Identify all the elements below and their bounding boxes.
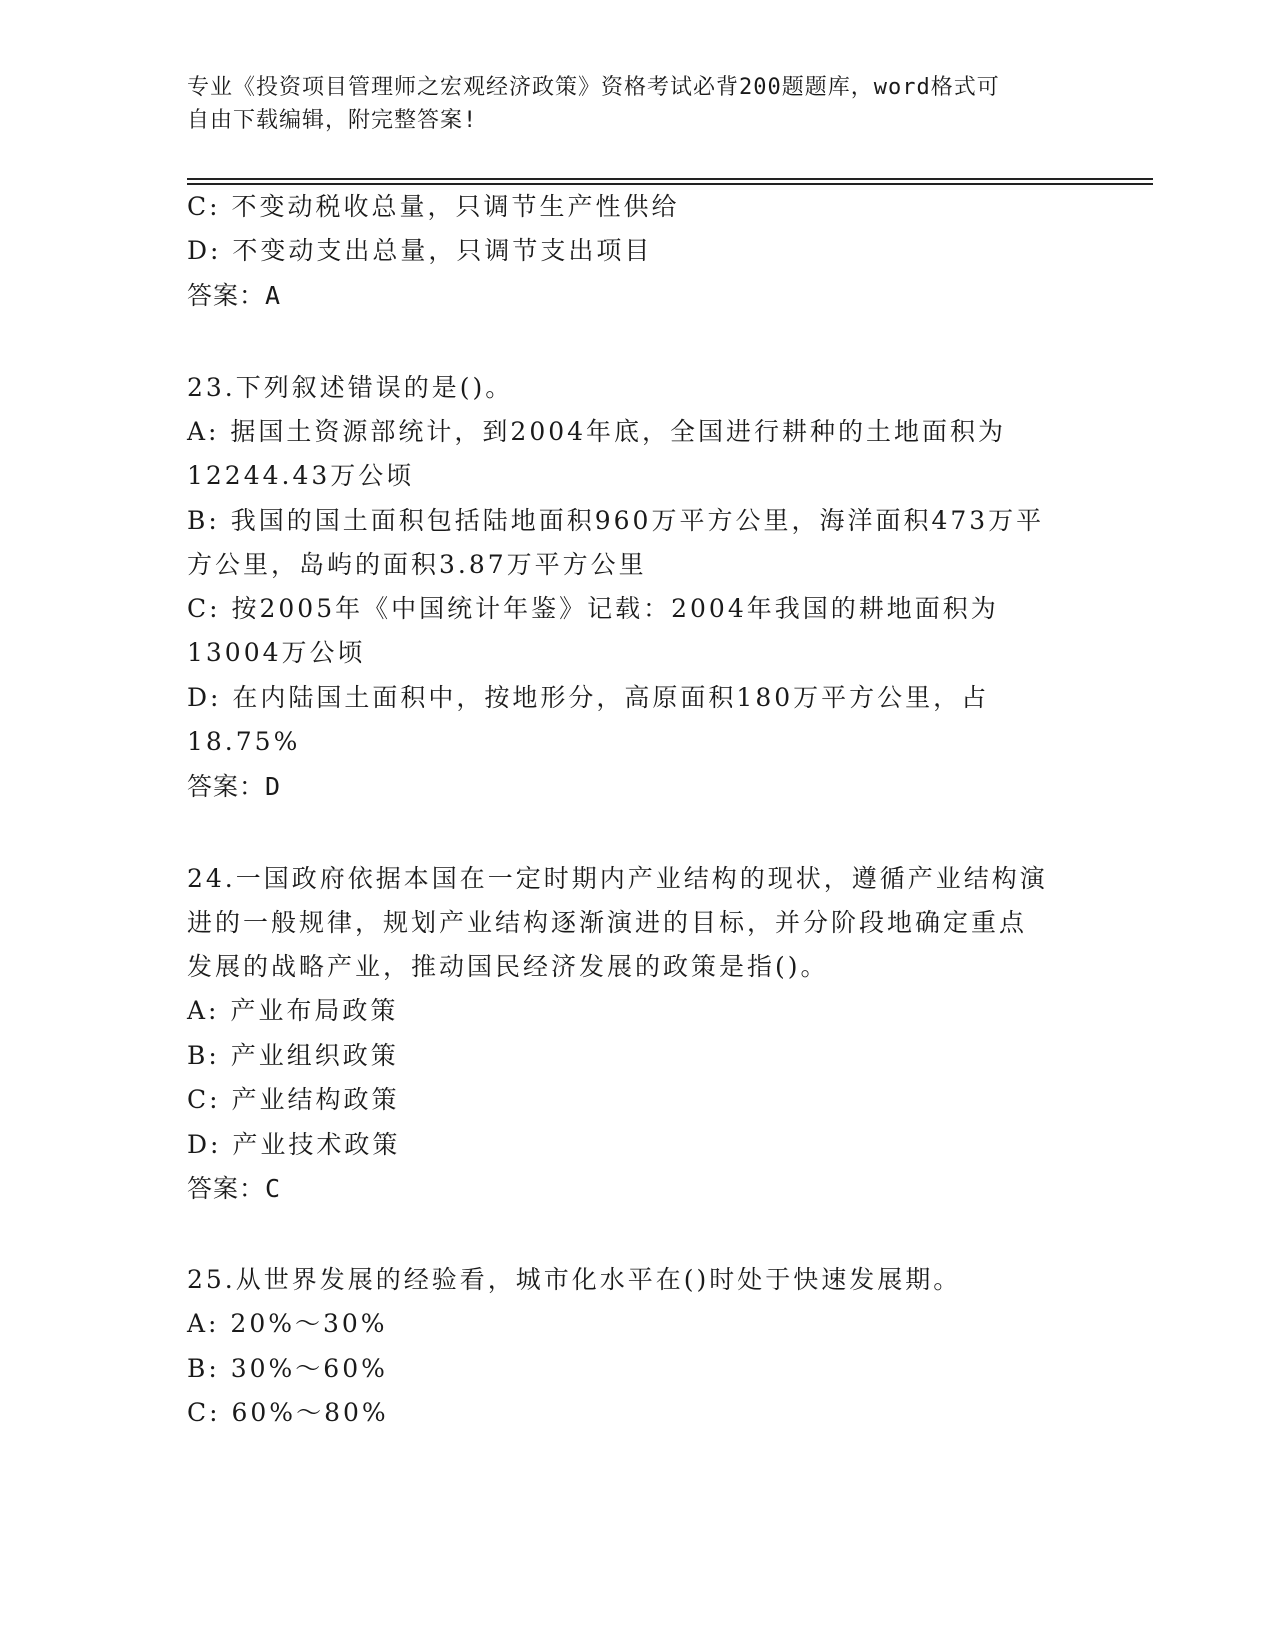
option-c: C: 不变动税收总量，只调节生产性供给 [187,192,680,221]
question-25-option-b: B: 30%～60% [187,1354,388,1383]
option-d: D: 不变动支出总量，只调节支出项目 [187,236,653,265]
question-23-answer: 答案：D [187,772,282,801]
answer: 答案：A [187,281,282,310]
question-25-option-a: A: 20%～30% [187,1309,388,1338]
header-line-2: 自由下载编辑，附完整答案! [187,108,478,133]
question-23-option-b-cont: 方公里，岛屿的面积3.87万平方公里 [187,550,647,579]
question-24-stem: 24.一国政府依据本国在一定时期内产业结构的现状，遵循产业结构演 [187,864,1048,893]
question-24-option-a: A: 产业布局政策 [187,996,399,1025]
question-23-option-a-cont: 12244.43万公顷 [187,461,415,490]
question-23-option-d: D: 在内陆国土面积中，按地形分，高原面积180万平方公里，占 [187,683,990,712]
question-25-option-c: C: 60%～80% [187,1398,389,1427]
header-divider-top [187,178,1153,180]
question-24-option-c: C: 产业结构政策 [187,1085,400,1114]
question-24-stem-cont-2: 发展的战略产业，推动国民经济发展的政策是指()。 [187,952,829,981]
question-25-stem: 25.从世界发展的经验看，城市化水平在()时处于快速发展期。 [187,1265,962,1294]
header-divider-bottom [187,183,1153,185]
question-24-stem-cont-1: 进的一般规律，规划产业结构逐渐演进的目标，并分阶段地确定重点 [187,908,1028,937]
question-24-option-d: D: 产业技术政策 [187,1130,401,1159]
question-23-option-d-cont: 18.75% [187,727,301,756]
question-24-option-b: B: 产业组织政策 [187,1041,399,1070]
document-header [187,71,1087,137]
question-23-option-b: B: 我国的国土面积包括陆地面积960万平方公里，海洋面积473万平 [187,506,1045,535]
question-23-stem: 23.下列叙述错误的是()。 [187,373,514,402]
question-23-option-a: A: 据国土资源部统计，到2004年底，全国进行耕种的土地面积为 [187,417,1007,446]
question-23-option-c: C: 按2005年《中国统计年鉴》记载：2004年我国的耕地面积为 [187,594,999,623]
question-24-answer: 答案：C [187,1174,282,1203]
question-23-option-c-cont: 13004万公顷 [187,638,366,667]
header-line-1: 专业《投资项目管理师之宏观经济政策》资格考试必背200题题库，word格式可 [187,75,1000,100]
